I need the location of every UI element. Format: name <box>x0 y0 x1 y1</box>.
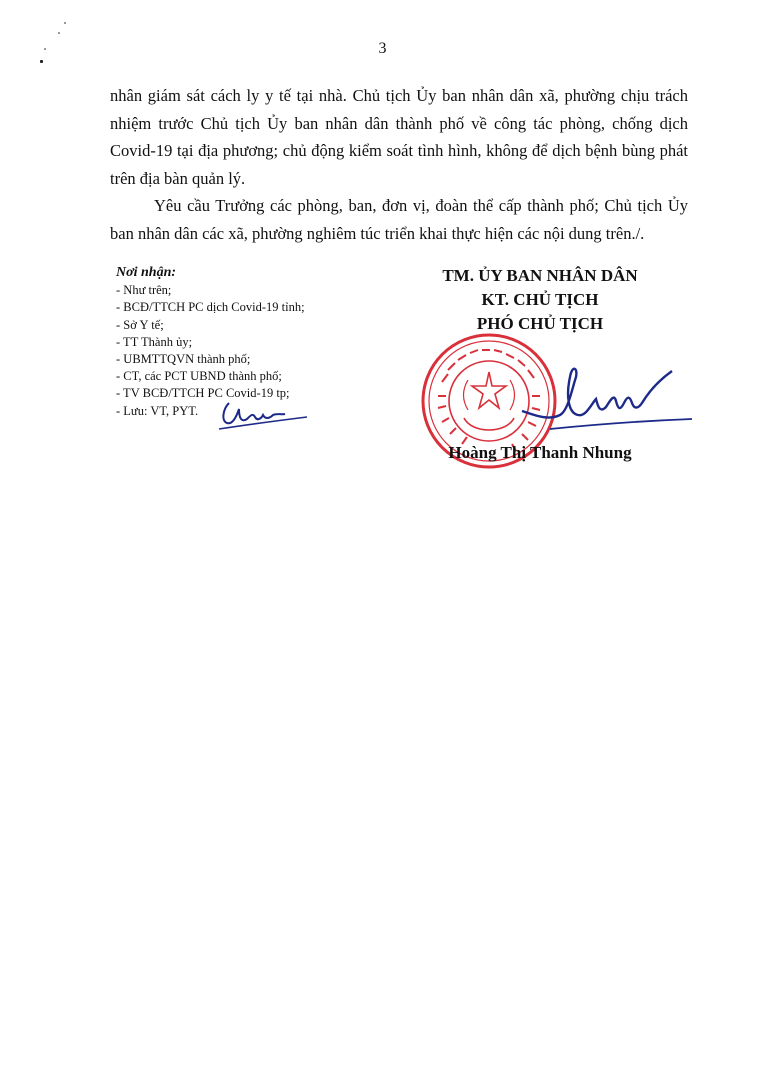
body-text <box>110 82 688 247</box>
signature-line: TM. ỦY BAN NHÂN DÂN <box>442 266 638 285</box>
recipient-item: - Lưu: VT, PYT. <box>116 403 199 418</box>
recipient-item: - Sở Y tế; <box>116 317 164 332</box>
paragraph: nhân giám sát cách ly y tế tại nhà. Chủ tịch Ủy ban nhân dân xã, phường chịu trách nhiệm trước Chủ tịch Ủy ban nhân dân thành phố về công tác phòng, chống dịch Covid-19 tại địa phương; chủ động kiểm soát tình hình, không để dịch bệnh bùng phát trên địa bàn quản lý. <box>110 86 688 188</box>
signature-line: KT. CHỦ TỊCH <box>481 290 599 309</box>
recipient-item: - CT, các PCT UBND thành phố; <box>116 369 282 384</box>
handwritten-signature <box>520 355 695 435</box>
signature-line: PHÓ CHỦ TỊCH <box>476 314 604 333</box>
page-number: 3 <box>378 40 387 57</box>
initials-signature <box>215 395 310 435</box>
recipient-item: - TT Thành ủy; <box>116 334 193 349</box>
recipient-item: - TV BCĐ/TTCH PC Covid-19 tp; <box>116 386 290 401</box>
paragraph: Yêu cầu Trưởng các phòng, ban, đơn vị, đoàn thể cấp thành phố; Chủ tịch Ủy ban nhân dân các xã, phường nghiêm túc triển khai thực hiện các nội dung trên./. <box>110 196 688 243</box>
signer-name: Hoàng Thị Thanh Nhung <box>448 443 632 462</box>
recipients-heading: Nơi nhận: <box>116 265 177 280</box>
recipient-item: - UBMTTQVN thành phố; <box>116 352 251 367</box>
recipient-item: - BCĐ/TTCH PC dịch Covid-19 tỉnh; <box>116 300 305 315</box>
signature-authority-block <box>420 264 660 336</box>
recipient-item: - Như trên; <box>116 283 172 298</box>
